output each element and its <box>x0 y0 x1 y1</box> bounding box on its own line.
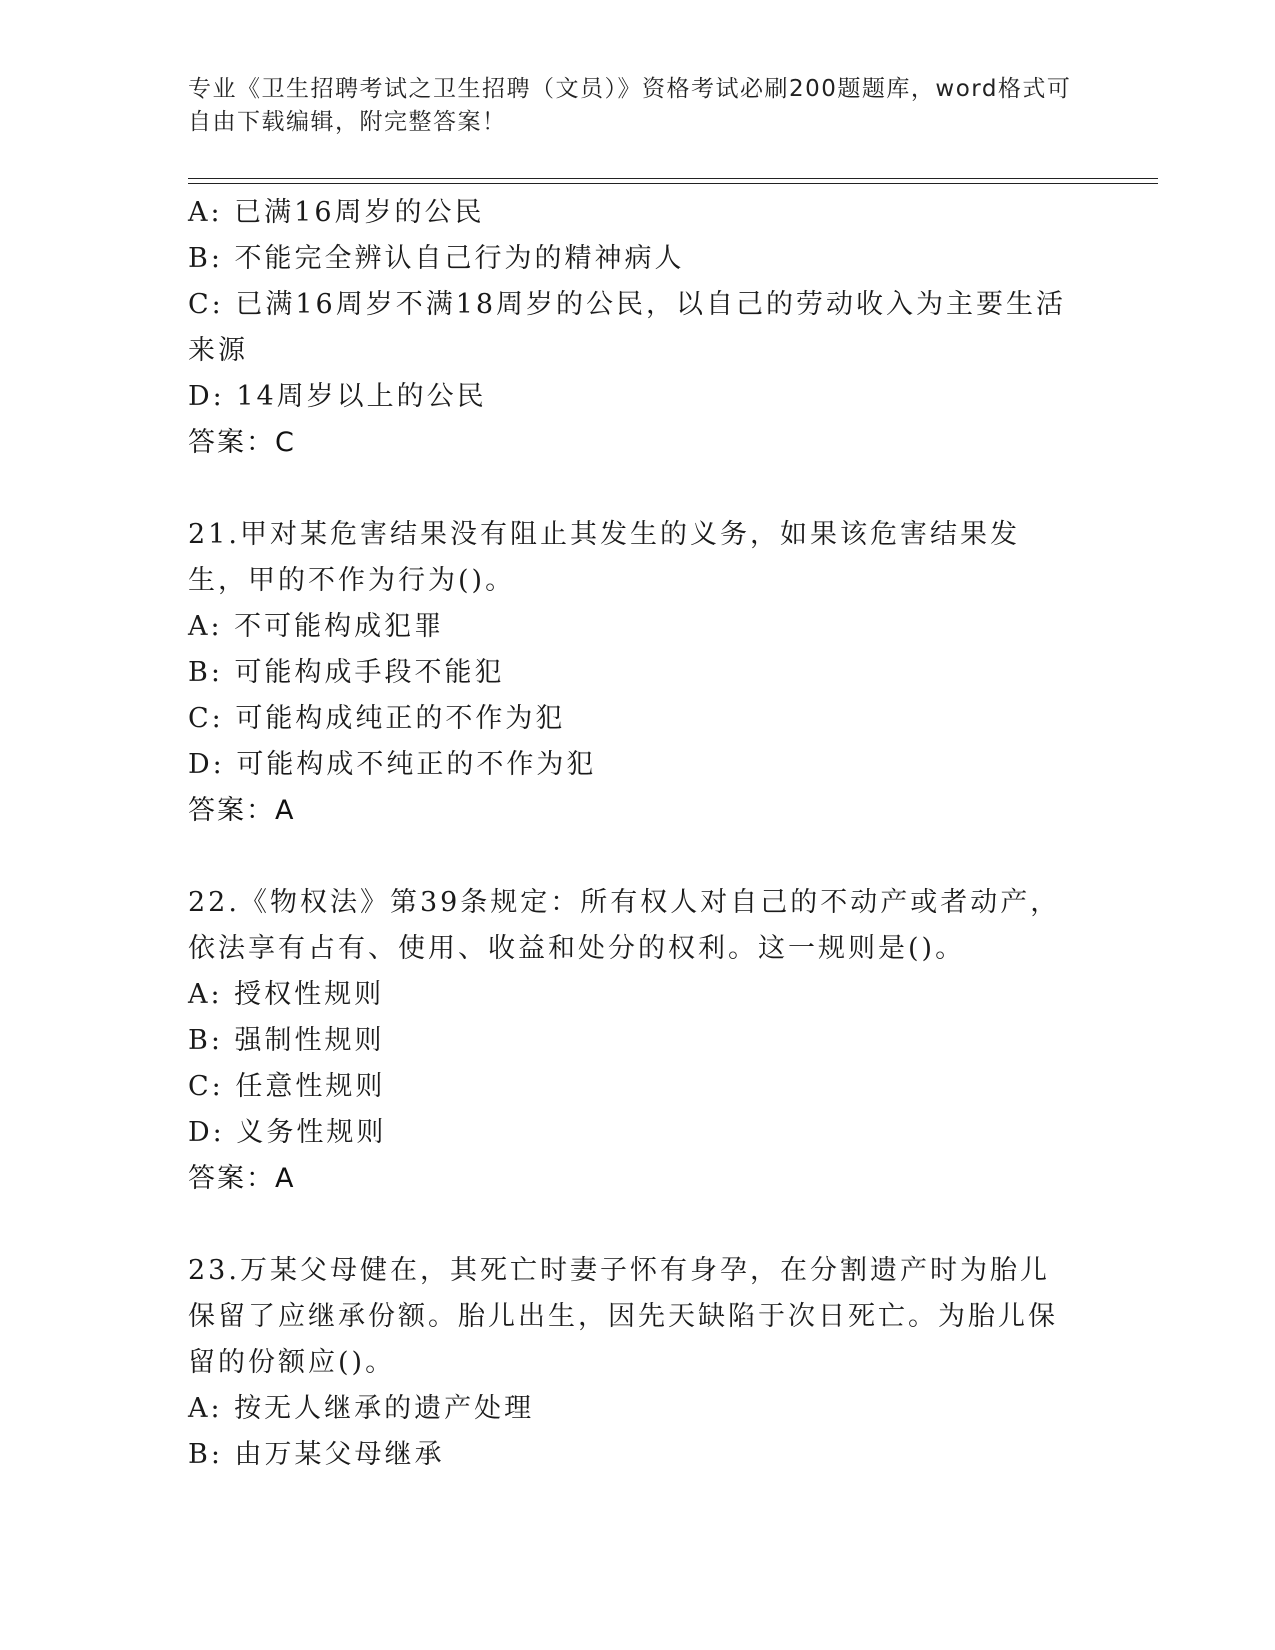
question-23 <box>188 1248 1078 1478</box>
answer: 答案：A <box>188 1163 296 1194</box>
answer: 答案：A <box>188 795 296 826</box>
option-a: A: 授权性规则 <box>188 979 385 1010</box>
option-b: B: 强制性规则 <box>188 1025 385 1056</box>
question-21 <box>188 512 1078 834</box>
option-d: D: 14周岁以上的公民 <box>188 381 487 412</box>
document-header: 专业《卫生招聘考试之卫生招聘（文员）》资格考试必刷200题题库，word格式可自由下载编辑，附完整答案！ <box>188 76 1072 135</box>
question-22 <box>188 880 1078 1202</box>
option-c: C: 可能构成纯正的不作为犯 <box>188 703 566 734</box>
header-rule-top <box>188 178 1158 179</box>
option-a: A: 不可能构成犯罪 <box>188 611 445 642</box>
option-c: C: 任意性规则 <box>188 1071 386 1102</box>
option-d: D: 可能构成不纯正的不作为犯 <box>188 749 597 780</box>
answer: 答案：C <box>188 427 296 458</box>
question-block-previous <box>188 190 1078 466</box>
option-c: C: 已满16周岁不满18周岁的公民，以自己的劳动收入为主要生活来源 <box>188 289 1067 366</box>
option-b: B: 由万某父母继承 <box>188 1439 445 1470</box>
option-b: B: 可能构成手段不能犯 <box>188 657 505 688</box>
question-stem: 21.甲对某危害结果没有阻止其发生的义务，如果该危害结果发生，甲的不作为行为()。 <box>188 519 1020 596</box>
option-b: B: 不能完全辨认自己行为的精神病人 <box>188 243 685 274</box>
question-stem: 22.《物权法》第39条规定：所有权人对自己的不动产或者动产，依法享有占有、使用、收益和处分的权利。这一规则是()。 <box>188 887 1061 964</box>
option-d: D: 义务性规则 <box>188 1117 387 1148</box>
question-content <box>188 190 1078 1478</box>
option-a: A: 按无人继承的遗产处理 <box>188 1393 535 1424</box>
question-stem: 23.万某父母健在，其死亡时妻子怀有身孕，在分割遗产时为胎儿保留了应继承份额。胎儿出生，因先天缺陷于次日死亡。为胎儿保留的份额应()。 <box>188 1255 1058 1378</box>
header-rule-bottom <box>188 183 1158 184</box>
option-a: A: 已满16周岁的公民 <box>188 197 485 228</box>
